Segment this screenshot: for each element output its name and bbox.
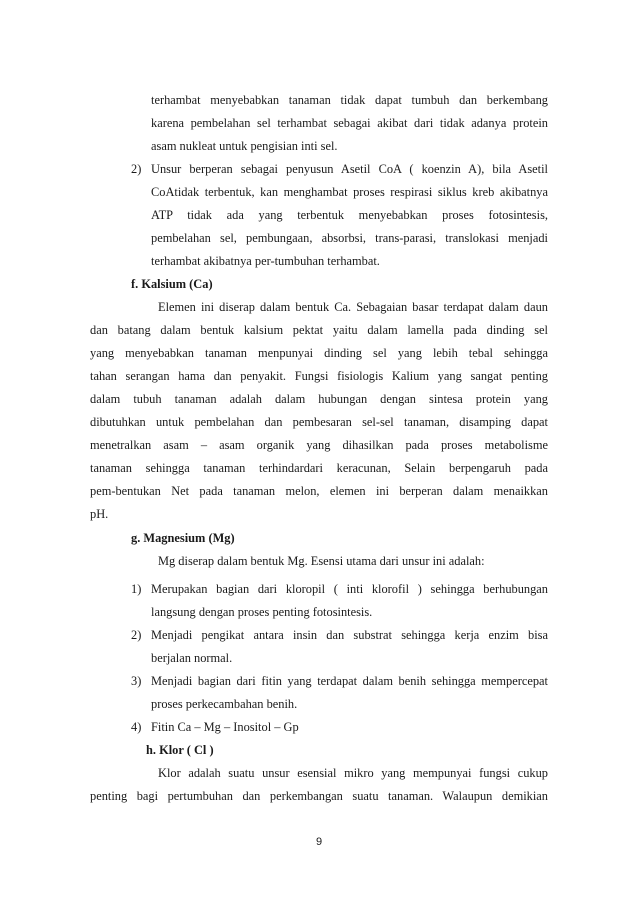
klor-paragraph-line: Klor adalah suatu unsur esensial mikro yang mempunyai fungsi cukup: [158, 766, 548, 780]
list-item-2-line-3: ATP tidak ada yang terbentuk menyebabkan proses fotosintesis,: [151, 208, 548, 222]
section-heading-kalsium: f. Kalsium (Ca): [131, 277, 213, 291]
magnesium-item-2-number: 2): [131, 628, 142, 642]
magnesium-item-2-line-2: berjalan normal.: [151, 651, 233, 665]
magnesium-item-4-number: 4): [131, 720, 142, 734]
section-heading-magnesium: g. Magnesium (Mg): [131, 531, 235, 545]
magnesium-item-3-line-2: proses perkecambahan benih.: [151, 697, 298, 711]
magnesium-item-4-line-1: Fitin Ca – Mg – Inositol – Gp: [151, 720, 299, 734]
kalsium-paragraph-line: Elemen ini diserap dalam bentuk Ca. Sebagaian basar terdapat dalam daun: [158, 300, 548, 314]
list-item-2-line-4: pembelahan sel, pembungaan, absorbsi, trans-parasi, translokasi menjadi: [151, 231, 548, 245]
kalsium-paragraph-line: pem-bentukan Net pada tanaman melon, elemen ini berperan dalam menaikkan: [90, 484, 548, 498]
list-item-2-line-1: Unsur berperan sebagai penyusun Asetil CoA ( koenzin A), bila Asetil: [151, 162, 548, 176]
list-item-1-line-2: karena pembelahan sel terhambat sebagai akibat dari tidak adanya protein: [151, 116, 548, 130]
list-item-2-number: 2): [131, 162, 142, 176]
magnesium-item-1-number: 1): [131, 582, 142, 596]
list-item-1-line-1: terhambat menyebabkan tanaman tidak dapat tumbuh dan berkembang: [151, 93, 548, 107]
magnesium-intro: Mg diserap dalam bentuk Mg. Esensi utama dari unsur ini adalah:: [158, 554, 485, 568]
magnesium-item-3-line-1: Menjadi bagian dari fitin yang terdapat dalam benih sehingga mempercepat: [151, 674, 548, 688]
page-number: 9: [315, 836, 323, 848]
klor-paragraph-line: penting bagi pertumbuhan dan perkembangan suatu tanaman. Walaupun demikian: [90, 789, 548, 803]
kalsium-paragraph-line: menetralkan asam – asam organik yang dihasilkan pada proses metabolisme: [90, 438, 548, 452]
list-item-2-line-5: terhambat akibatnya per-tumbuhan terhambat.: [151, 254, 380, 268]
kalsium-paragraph-line: dibutuhkan untuk pembelahan dan pembesaran sel-sel tanaman, disamping dapat: [90, 415, 548, 429]
magnesium-item-1-line-2: langsung dengan proses penting fotosintesis.: [151, 605, 373, 619]
kalsium-paragraph-line: tanaman sehingga tanaman terhindardari keracunan, Selain berpengaruh pada: [90, 461, 548, 475]
kalsium-paragraph-line: dalam tubuh tanaman adalah dalam hubungan dengan sintesa protein yang: [90, 392, 548, 406]
section-heading-klor: h. Klor ( Cl ): [146, 743, 214, 757]
magnesium-item-3-number: 3): [131, 674, 142, 688]
list-item-1-line-3: asam nukleat untuk pengisian inti sel.: [151, 139, 338, 153]
list-item-2-line-2: CoAtidak terbentuk, kan menghambat proses respirasi siklus kreb akibatnya: [151, 185, 548, 199]
kalsium-paragraph-line: yang menyebabkan tanaman menpunyai dinding sel yang lebih tebal sehingga: [90, 346, 548, 360]
kalsium-paragraph-line: pH.: [90, 507, 109, 521]
magnesium-item-1-line-1: Merupakan bagian dari kloropil ( inti klorofil ) sehingga berhubungan: [151, 582, 548, 596]
magnesium-item-2-line-1: Menjadi pengikat antara insin dan substrat sehingga kerja enzim bisa: [151, 628, 548, 642]
kalsium-paragraph-line: tahan serangan hama dan penyakit. Fungsi fisiologis Kalium yang sangat penting: [90, 369, 548, 383]
kalsium-paragraph-line: dan batang dalam bentuk kalsium pektat yaitu dalam lamella pada dinding sel: [90, 323, 548, 337]
